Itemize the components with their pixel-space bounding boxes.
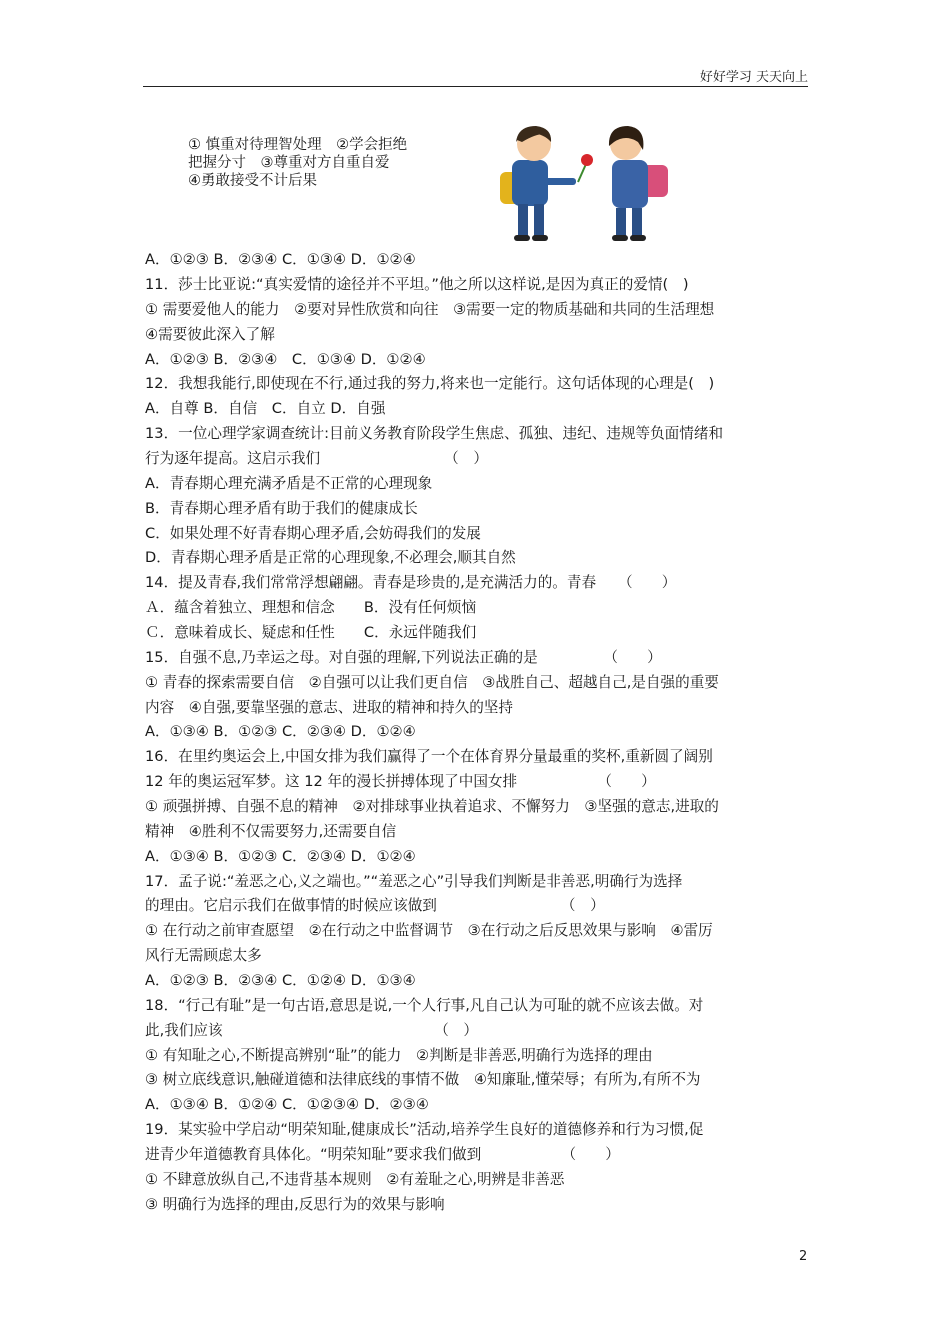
question-line: A．①②③ B．②③④ C．①②④ D．①③④: [145, 972, 416, 989]
question-line: 19．某实验中学启动“明荣知耻,健康成长”活动,培养学生良好的道德修养和行为习惯,促: [145, 1121, 704, 1138]
boy-figure: [500, 126, 576, 241]
question-line: ① 不肆意放纵自己,不违背基本规则 ②有羞耻之心,明辨是非善恶: [145, 1171, 565, 1188]
question-line: Ａ．蕴含着独立、理想和信念 B．没有任何烦恼: [145, 599, 477, 616]
question-line: 内容 ④自强,要靠坚强的意志、进取的精神和持久的坚持: [145, 699, 513, 716]
page-number: 2: [799, 1249, 808, 1264]
question-line: 进青少年道德教育具体化。“明荣知耻”要求我们做到 （ ）: [145, 1146, 620, 1163]
question-line: 15．自强不息,乃幸运之母。对自强的理解,下列说法正确的是 （ ）: [145, 649, 662, 666]
question-line: ① 有知耻之心,不断提高辨别“耻”的能力 ②判断是非善恶,明确行为选择的理由: [145, 1047, 653, 1064]
q10-options-box: [188, 136, 460, 190]
question-line: ① 顽强拼搏、自强不息的精神 ②对排球事业执着追求、不懈努力 ③坚强的意志,进取的: [145, 798, 719, 815]
question-line: 行为逐年提高。这启示我们 （ ）: [145, 450, 488, 467]
question-line: 12．我想我能行,即使现在不行,通过我的努力,将来也一定能行。这句话体现的心理是( ): [145, 375, 715, 392]
question-line: 的理由。它启示我们在做事情的时候应该做到 （ ）: [145, 897, 605, 914]
question-line: A．①②③ B．②③④ C．①③④ D．①②④: [145, 351, 426, 368]
question-line: 17．孟子说:“羞恶之心,义之端也。”“羞恶之心”引导我们判断是非善恶,明确行为选择: [145, 873, 683, 890]
question-line: A．①③④ B．①②③ C．②③④ D．①②④: [145, 848, 416, 865]
question-line: Ｃ．意味着成长、疑虑和任性 C．永远伴随我们: [145, 624, 477, 641]
question-line: 13．一位心理学家调查统计:目前义务教育阶段学生焦虑、孤独、违纪、违规等负面情绪和: [145, 425, 724, 442]
question-line: 16．在里约奥运会上,中国女排为我们赢得了一个在体育界分量最重的奖杯,重新圆了阔别: [145, 748, 713, 765]
question-line: ① 在行动之前审查愿望 ②在行动之中监督调节 ③在行动之后反思效果与影响 ④雷厉: [145, 922, 713, 939]
question-line: ③ 树立底线意识,触碰道德和法律底线的事情不做 ④知廉耻,懂荣辱；有所为,有所不为: [145, 1071, 701, 1088]
question-line: 12 年的奥运冠军梦。这 12 年的漫长拼搏体现了中国女排 （ ）: [145, 773, 656, 790]
boy-giving-flower-illustration: [462, 120, 680, 245]
question-line: ① 需要爱他人的能力 ②要对异性欣赏和向往 ③需要一定的物质基础和共同的生活理想: [145, 301, 715, 318]
question-line: C．如果处理不好青春期心理矛盾,会妨碍我们的发展: [145, 525, 481, 542]
q10-option-line: ④勇敢接受不计后果: [188, 173, 317, 189]
question-line: 精神 ④胜利不仅需要努力,还需要自信: [145, 823, 397, 840]
girl-figure: [609, 126, 668, 241]
q10-option-line: 把握分寸 ③尊重对方自重自爱: [188, 155, 390, 171]
question-line: 14．提及青春,我们常常浮想翩翩。青春是珍贵的,是充满活力的。青春 （ ）: [145, 574, 677, 591]
q10-option-line: ① 慎重对待理智处理 ②学会拒绝: [188, 137, 408, 153]
question-line: 风行无需顾虑太多: [145, 947, 262, 964]
q10-answer-choices: A．①②③ B．②③④ C．①③④ D．①②④: [145, 251, 416, 268]
question-line: ① 青春的探索需要自信 ②自强可以让我们更自信 ③战胜自己、超越自己,是自强的重要: [145, 674, 719, 691]
question-line: B．青春期心理矛盾有助于我们的健康成长: [145, 500, 418, 517]
question-line: ④需要彼此深入了解: [145, 326, 275, 343]
question-line: A．①③④ B．①②③ C．②③④ D．①②④: [145, 723, 416, 740]
question-line: 11．莎士比亚说:“真实爱情的途径并不平坦。”他之所以这样说,是因为真正的爱情( ): [145, 276, 689, 293]
question-line: 此,我们应该 （ ）: [145, 1022, 478, 1039]
question-line: A．青春期心理充满矛盾是不正常的心理现象: [145, 475, 433, 492]
rose-flower: [578, 154, 593, 182]
question-line: 18．“行己有耻”是一句古语,意思是说,一个人行事,凡自己认为可耻的就不应该去做。对: [145, 997, 704, 1014]
question-line: D．青春期心理矛盾是正常的心理现象,不必理会,顺其自然: [145, 549, 516, 566]
question-line: ③ 明确行为选择的理由,反思行为的效果与影响: [145, 1196, 445, 1213]
header-motto: 好好学习 天天向上: [699, 70, 808, 85]
page-header: [143, 66, 808, 87]
question-line: A．①③④ B．①②④ C．①②③④ D．②③④: [145, 1096, 429, 1113]
question-line: A．自尊 B．自信 C．自立 D．自强: [145, 400, 386, 417]
